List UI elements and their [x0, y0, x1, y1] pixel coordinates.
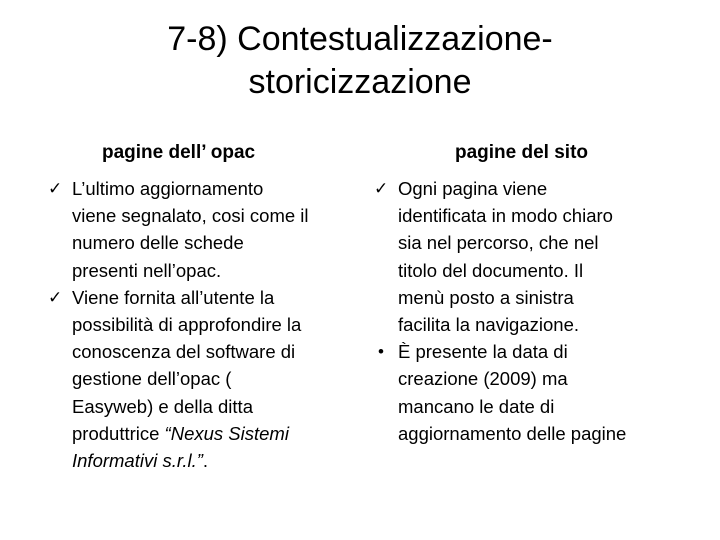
bullet-line: menù posto a sinistra: [398, 286, 574, 308]
bullet-line: facilita la navigazione.: [398, 314, 579, 336]
bullet-line: possibilità di approfondire la: [72, 314, 302, 336]
company-name-part-2: Informativi s.r.l.”: [72, 450, 203, 472]
left-column: [48, 175, 309, 474]
bullet-line: presenti nell’opac.: [72, 259, 222, 281]
bullet-line: conoscenza del software di: [72, 341, 296, 363]
bullet-line: creazione (2009) ma: [398, 368, 568, 390]
bullet-line: sia nel percorso, che nel: [398, 232, 599, 254]
title-line-1: 7-8) Contestualizzazione-: [167, 20, 553, 58]
bullet-line: Ogni pagina viene: [398, 178, 548, 199]
checkmark-icon: ✓: [48, 179, 63, 198]
bullet-line: Viene fornita all’utente la: [72, 286, 275, 308]
bullet-dot-icon: •: [378, 342, 384, 362]
bullet-line: [72, 447, 309, 474]
checkmark-icon: ✓: [374, 179, 389, 198]
bullet-line: titolo del documento. Il: [398, 259, 584, 281]
bullet-text: produttrice: [72, 422, 165, 444]
slide-title: [0, 18, 720, 104]
bullet-line: identificata in modo chiaro: [398, 205, 613, 227]
company-name-part-1: “Nexus Sistemi: [164, 422, 289, 444]
title-line-2: storicizzazione: [248, 63, 472, 101]
checkmark-icon: ✓: [48, 287, 63, 307]
right-column: [374, 175, 626, 447]
left-bullet-1: [48, 175, 309, 284]
bullet-line: mancano le date di: [398, 395, 555, 417]
bullet-line: viene segnalato, cosi come il: [72, 205, 309, 227]
left-bullet-2: [48, 284, 309, 474]
bullet-line: aggiornamento delle pagine: [398, 422, 627, 444]
left-column-heading: pagine dell’ opac: [102, 142, 256, 163]
right-bullet-1: [374, 175, 626, 338]
bullet-line: [72, 420, 309, 447]
bullet-line: gestione dell’opac (: [72, 368, 232, 390]
right-bullet-2: [374, 338, 626, 447]
bullet-line: numero delle schede: [72, 232, 244, 254]
bullet-text: .: [202, 450, 209, 472]
bullet-line: L’ultimo aggiornamento: [72, 178, 264, 199]
bullet-line: È presente la data di: [398, 341, 568, 363]
right-column-heading: pagine del sito: [455, 142, 589, 163]
bullet-line: Easyweb) e della ditta: [72, 395, 253, 417]
